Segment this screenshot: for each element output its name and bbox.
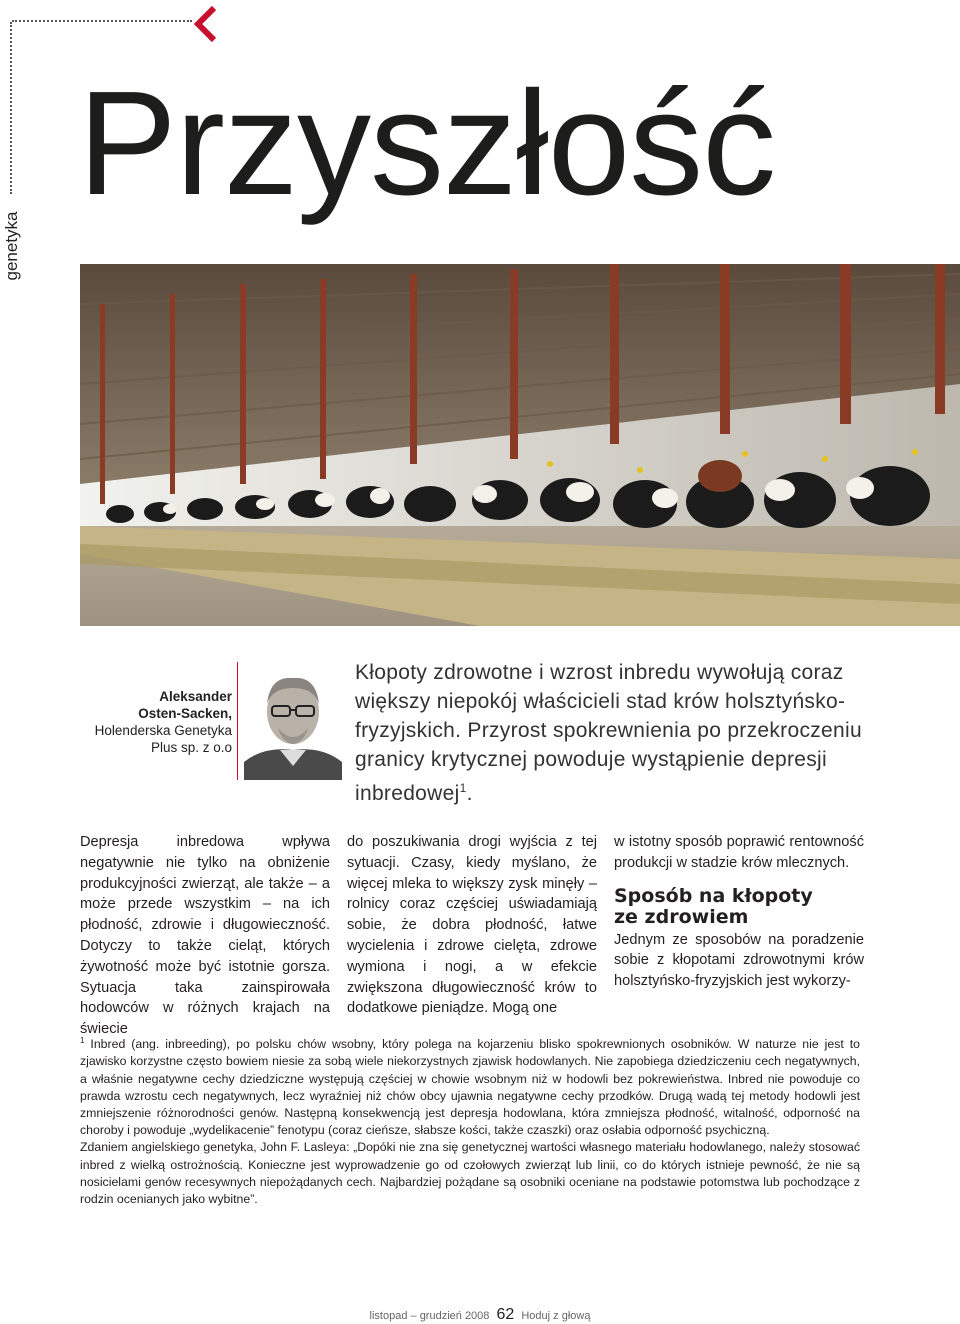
author-affiliation-line2: Plus sp. z o.o [150, 740, 232, 755]
page-title: Przyszłość [78, 61, 776, 226]
footnote [80, 1032, 860, 1208]
lead-end: . [466, 782, 473, 805]
footnote-marker: 1 [80, 1036, 85, 1045]
page-number: 62 [496, 1306, 515, 1323]
lead-text: Kłopoty zdrowotne i wzrost inbredu wywołują coraz większy niepokój właścicieli stad krów holsztyńsko-fryzyjskich. Przyrost spokrewnienia po przekroczeniu granicy krytycznej powoduje wystąpienie depresji inbredowej [355, 661, 862, 805]
section-label-text: genetyka [2, 211, 21, 281]
decorative-dotted-rule-horizontal [12, 20, 192, 22]
lead-paragraph [355, 658, 915, 808]
section-heading [614, 886, 864, 928]
author-divider [237, 662, 238, 780]
footnote-para2: Zdaniem angielskiego genetyka, John F. Lasleya: „Dopóki nie zna się genetycznej wartości własnego materiału hodowlanego, należy stosować inbred z wielką ostrożnością. Konieczne jest wyprowadzenie go od czołowych zwierząt lub linii, co do których istnieje pewność, że nie są nosicielami genów recesywnych niepożądanych cech. Najbardziej pożądane są osobniki oceniane na podstawie potomstwa lub pochodzące z rodzin ocenianych jako wybitne”. [80, 1140, 860, 1206]
section-heading-line2: ze zdrowiem [614, 905, 749, 928]
barn-cows-photo [80, 264, 960, 626]
author-name-line1: Aleksander [159, 689, 232, 704]
footer-date: listopad – grudzień 2008 [369, 1310, 490, 1322]
page-footer [0, 1306, 960, 1324]
section-heading-line1: Sposób na kłopoty [614, 884, 813, 907]
chevron-left-icon [190, 4, 220, 44]
author-affiliation-line1: Holenderska Genetyka [94, 723, 232, 738]
footnote-para1 [80, 1032, 860, 1139]
body-column-3 [614, 832, 864, 992]
author-name-line2: Osten-Sacken, [138, 706, 232, 721]
section-label [0, 196, 24, 296]
footnote-ref: 1 [459, 781, 467, 795]
body-column-3-text: w istotny sposób poprawić rentowność produkcji w stadzie krów mlecznych. [614, 834, 864, 871]
body-column-1: Depresja inbredowa wpływa negatywnie nie tylko na obniżenie produkcyjności zwierząt, ale także – a może przede wszystkim – na ich płodność, zdrowie i długowieczność. Dotyczy to także cieląt, których żywotność może być istotnie gorsza. Sytuacja taka zainspirowała hodowców w różnych krajach na świecie [80, 834, 330, 1038]
author-portrait [244, 666, 342, 780]
body-column-2: do poszukiwania drogi wyjścia z tej sytuacji. Czasy, kiedy myślano, że więcej mleka to większy zysk minęły – rolnicy coraz częściej uświadamiają sobie, że dobra płodność, łatwe wycielenia i zdrowe cielęta, zdrowe wymiona i nogi, a w efekcie zwiększona długowieczność krów to dodatkowe pieniądze. Mogą one [347, 834, 597, 1017]
decorative-dotted-rule-vertical [10, 22, 12, 194]
body-column-3-text2: Jednym ze sposobów na poradzenie sobie z kłopotami zdrowotnymi krów holsztyńsko-fryzyjskich jest wykorzy- [614, 931, 864, 990]
author-byline [60, 688, 232, 756]
footnote-para1-text: Inbred (ang. inbreeding), po polsku chów wsobny, który polega na kojarzeniu blisko spokrewnionych osobników. W naturze nie jest to zjawisko korzystne często bowiem niesie za sobą wiele niekorzystnych zjawisk hodowlanych. Nie zapobiega dziedziczeniu cech negatywnych, a właśnie negatywne cechy dziedziczne występują częściej w chowie wsobnym niż w hodowli bez pokrewieństwa. Inbred nie powoduje co prawda wzrostu cech negatywnych, lecz wyraźniej niż chów obcy ujawnia negatywne cechy przodków. Drugą wadą tej metody hodowli jest zmniejszenie różnorodności genów. Następną konsekwencją jest depresja hodowlana, która zmniejsza płodność, witalność, odporność na choroby i powoduje „wydelikacenie” fenotypu (coraz cieńsze, słabsze kości, także czaszki) oraz osłabia odporność psychiczną. [80, 1037, 860, 1138]
footer-magazine: Hoduj z głową [521, 1310, 591, 1322]
